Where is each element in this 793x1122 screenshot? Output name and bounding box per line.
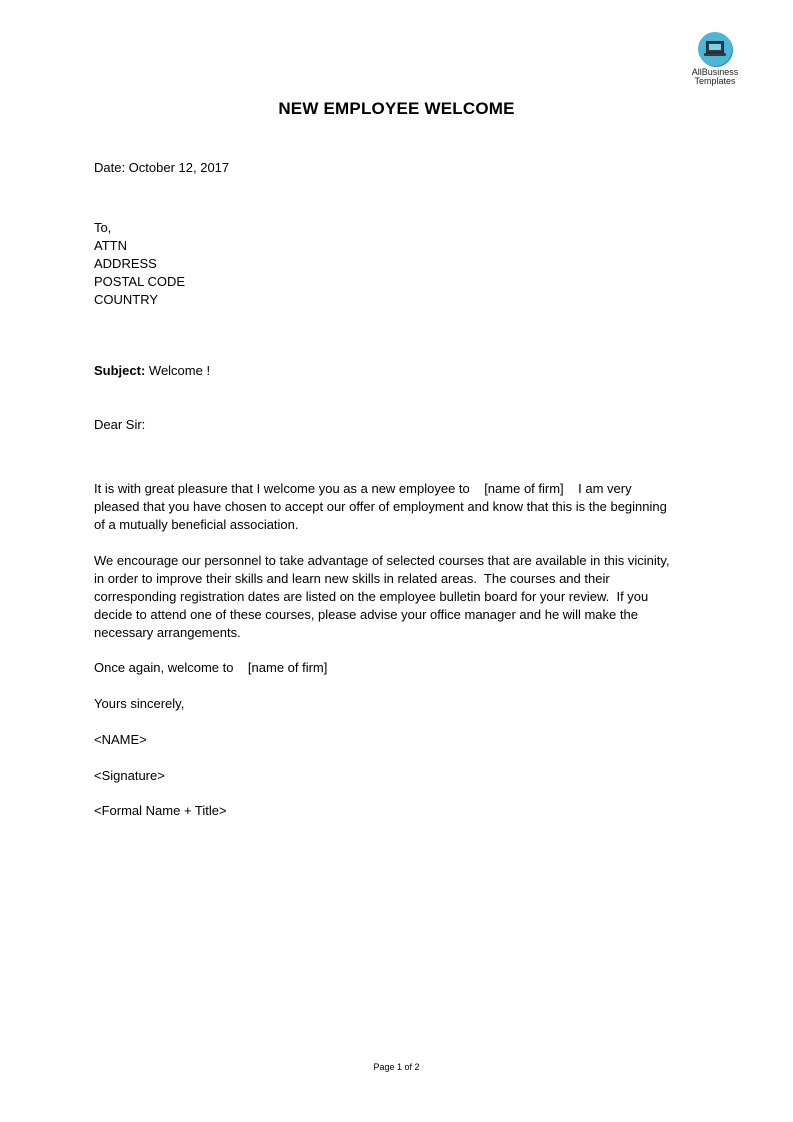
paragraph-courses xyxy=(94,552,704,642)
document-title: NEW EMPLOYEE WELCOME xyxy=(278,99,515,118)
address-postal-code: POSTAL CODE xyxy=(94,274,186,289)
signature-placeholder: <Signature> xyxy=(94,768,165,783)
address-country: COUNTRY xyxy=(94,292,159,307)
paragraph-line: corresponding registration dates are listed on the employee bulletin board for your review. If you xyxy=(94,589,649,604)
address-to: To, xyxy=(94,220,112,235)
address-street: ADDRESS xyxy=(94,256,157,271)
paragraph-line: in order to improve their skills and learn new skills in related areas. The courses and their xyxy=(94,571,610,586)
closing-line: Once again, welcome to [name of firm] xyxy=(94,660,328,675)
subject-label: Subject: xyxy=(94,363,146,378)
paragraph-line: of a mutually beneficial association. xyxy=(94,517,299,532)
paragraph-line: decide to attend one of these courses, please advise your office manager and he will make the xyxy=(94,607,638,622)
signoff: Yours sincerely, xyxy=(94,696,185,711)
paragraph-line: It is with great pleasure that I welcome you as a new employee to [name of firm] I am very xyxy=(94,481,632,496)
page-number: Page 1 of 2 xyxy=(373,1062,420,1072)
logo-line-1: AllBusiness xyxy=(691,67,739,77)
allbusiness-templates-logo xyxy=(688,32,742,86)
paragraph-line: We encourage our personnel to take advantage of selected courses that are available in this vicinity, xyxy=(94,553,670,568)
paragraph-line: necessary arrangements. xyxy=(94,625,241,640)
paragraph-welcome xyxy=(94,480,704,534)
subject-value: Welcome ! xyxy=(145,363,211,378)
address-attn: ATTN xyxy=(94,238,127,253)
formal-name-placeholder: <Formal Name + Title> xyxy=(94,803,227,818)
date-line: Date: October 12, 2017 xyxy=(94,160,230,175)
subject-line xyxy=(94,362,210,380)
logo-line-2: Templates xyxy=(694,76,736,86)
paragraph-line: pleased that you have chosen to accept our offer of employment and know that this is the beginning xyxy=(94,499,667,514)
name-placeholder: <NAME> xyxy=(94,732,147,747)
laptop-icon xyxy=(698,32,732,66)
salutation: Dear Sir: xyxy=(94,417,146,432)
